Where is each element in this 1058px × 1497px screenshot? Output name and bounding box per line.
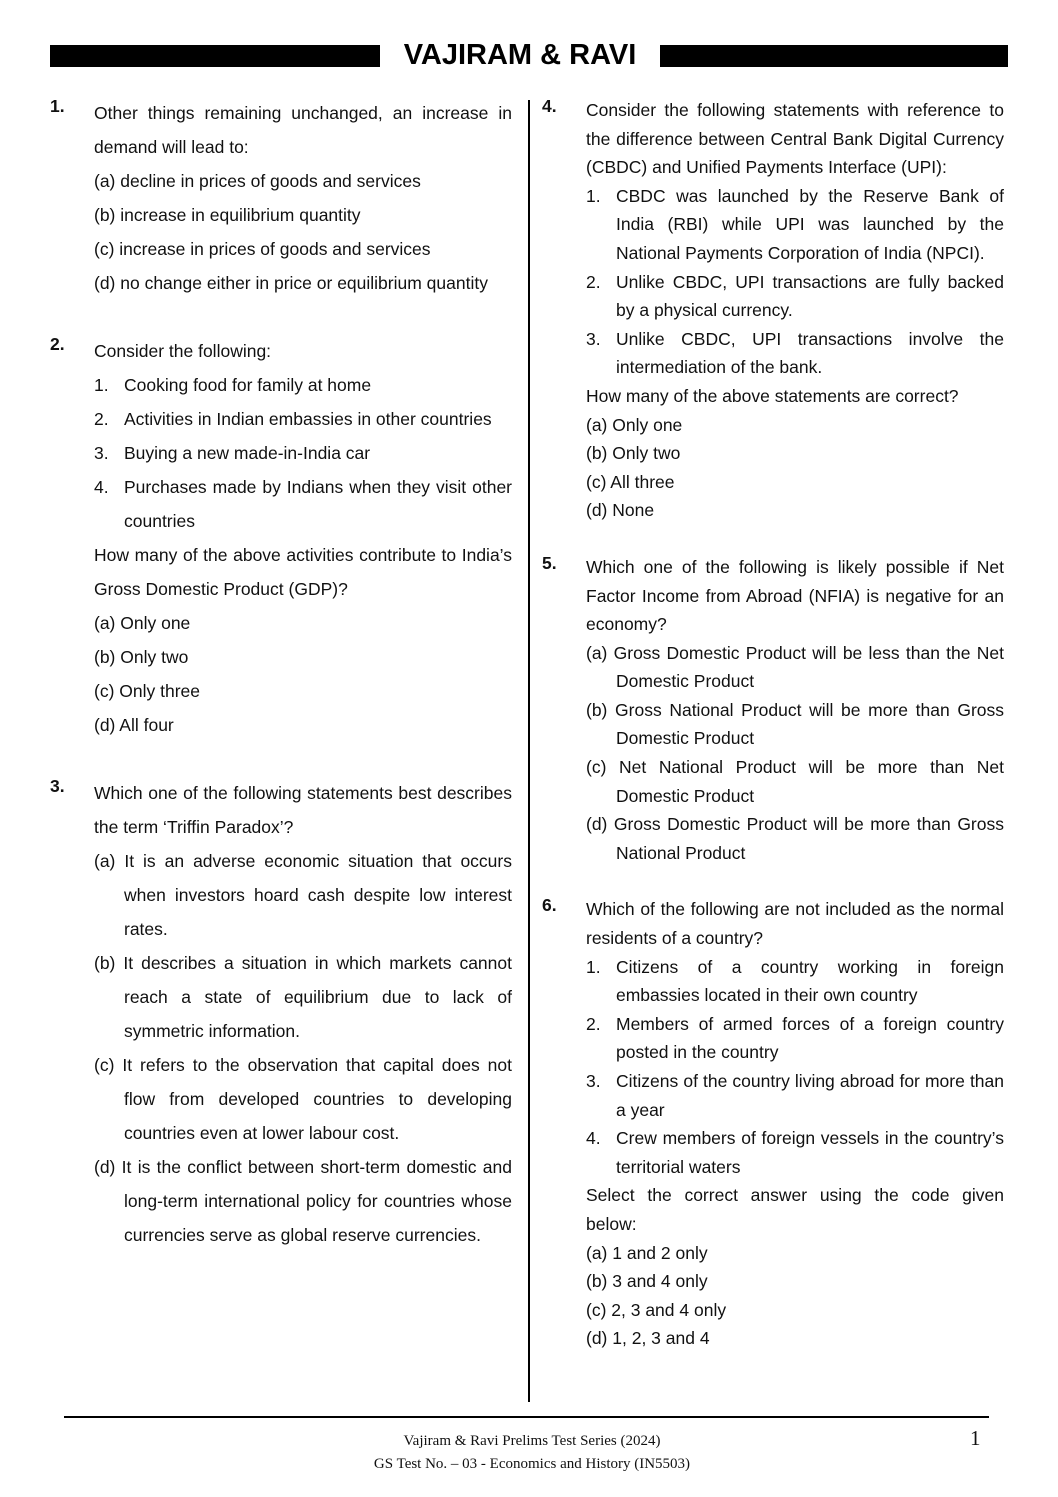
statement-3: 3. Buying a new made-in-India car: [94, 443, 371, 463]
statement-4: 4. Crew members of foreign vessels in the country’s territorial waters: [586, 1128, 1004, 1177]
option-a: (a) Only one: [94, 613, 191, 633]
question-prompt: How many of the above activities contribute to India’s Gross Domestic Product (GDP)?: [94, 545, 512, 599]
column-divider: [528, 100, 530, 1402]
statement-2: 2. Unlike CBDC, UPI transactions are fully backed by a physical currency.: [586, 271, 1004, 321]
option-c: (c) increase in prices of goods and services: [94, 239, 431, 259]
option-d: (d) 1, 2, 3 and 4: [586, 1328, 710, 1349]
question-text: Which one of the following statements best describes the term ‘Triffin Paradox’?: [94, 783, 512, 837]
footer-series: Vajiram & Ravi Prelims Test Series (2024): [403, 1433, 661, 1449]
option-b: (b) increase in equilibrium quantity: [94, 205, 361, 225]
footer-rule: [64, 1416, 989, 1418]
statement-1: 1. Citizens of a country working in foreign embassies located in their own country: [586, 956, 1004, 1006]
option-c: (c) It refers to the observation that capital does not flow from developed countries to developing countries even at lower labour cost.: [94, 1055, 512, 1143]
header-bar-right: [660, 45, 1008, 67]
statement-2: 2. Activities in Indian embassies in other countries: [94, 409, 492, 429]
question-number: 3.: [50, 776, 65, 796]
page-header: [50, 38, 1008, 72]
option-b: (b) Gross National Product will be more than Gross Domestic Product: [586, 699, 1004, 749]
question-5: [542, 553, 1004, 868]
question-number: 4.: [542, 96, 557, 116]
left-column: [50, 96, 512, 1252]
question-prompt: Select the correct answer using the code given below:: [586, 1185, 1004, 1234]
question-text: Other things remaining unchanged, an increase in demand will lead to:: [94, 103, 512, 157]
footer-test-info: GS Test No. – 03 - Economics and History (IN5503): [373, 1456, 691, 1472]
header-bar-left: [50, 45, 380, 67]
option-d: (d) All four: [94, 715, 174, 735]
question-number: 2.: [50, 334, 65, 354]
page-number: 1: [970, 1426, 981, 1450]
option-c: (c) All three: [586, 471, 675, 492]
question-text: Which one of the following is likely possible if Net Factor Income from Abroad (NFIA) is negative for an economy?: [586, 556, 1004, 635]
question-1: [50, 96, 512, 300]
option-a: (a) Gross Domestic Product will be less than the Net Domestic Product: [586, 642, 1004, 692]
statement-4: 4. Purchases made by Indians when they visit other countries: [94, 477, 512, 531]
statement-3: 3. Citizens of the country living abroad for more than a year: [586, 1071, 1004, 1120]
statement-1: 1. Cooking food for family at home: [94, 375, 372, 395]
option-a: (a) Only one: [586, 414, 683, 435]
option-c: (c) Net National Product will be more than Net Domestic Product: [586, 757, 1004, 806]
question-2: [50, 334, 512, 742]
page-title: VAJIRAM & RAVI: [403, 39, 637, 71]
statement-2: 2. Members of armed forces of a foreign country posted in the country: [586, 1013, 1004, 1063]
option-b: (b) 3 and 4 only: [586, 1271, 708, 1292]
option-a: (a) 1 and 2 only: [586, 1242, 708, 1263]
option-d: (d) It is the conflict between short-term domestic and long-term international policy for countries whose currencies serve as global reserve currencies.: [94, 1157, 512, 1245]
option-a: (a) decline in prices of goods and services: [94, 171, 421, 191]
statement-3: 3. Unlike CBDC, UPI transactions involve the intermediation of the bank.: [586, 328, 1004, 378]
option-d: (d) Gross Domestic Product will be more than Gross National Product: [586, 814, 1004, 863]
option-b: (b) Only two: [94, 647, 189, 667]
option-d: (d) None: [586, 500, 655, 521]
option-b: (b) Only two: [586, 443, 681, 464]
option-d: (d) no change either in price or equilibrium quantity: [94, 273, 488, 293]
question-number: 5.: [542, 552, 557, 573]
question-6: [542, 895, 1004, 1353]
right-column: [542, 96, 1004, 1353]
option-a: (a) It is an adverse economic situation that occurs when investors hoard cash despite low interest rates.: [94, 851, 512, 939]
question-4: [542, 96, 1004, 525]
question-prompt: How many of the above statements are correct?: [586, 385, 959, 406]
statement-1: 1. CBDC was launched by the Reserve Bank of India (RBI) while UPI was launched by the National Payments Corporation of India (NPCI).: [586, 185, 1004, 263]
question-text: Consider the following statements with reference to the difference between Central Bank Digital Currency (CBDC) and Unified Payments Interface (UPI):: [586, 100, 1004, 178]
question-3: [50, 776, 512, 1252]
question-text: Consider the following:: [94, 341, 272, 361]
question-text: Which of the following are not included as the normal residents of a country?: [586, 899, 1004, 949]
question-number: 6.: [542, 895, 557, 916]
option-c: (c) 2, 3 and 4 only: [586, 1299, 727, 1320]
option-c: (c) Only three: [94, 681, 200, 701]
question-number: 1.: [50, 96, 65, 116]
option-b: (b) It describes a situation in which markets cannot reach a state of equilibrium due to lack of symmetric information.: [94, 953, 512, 1041]
